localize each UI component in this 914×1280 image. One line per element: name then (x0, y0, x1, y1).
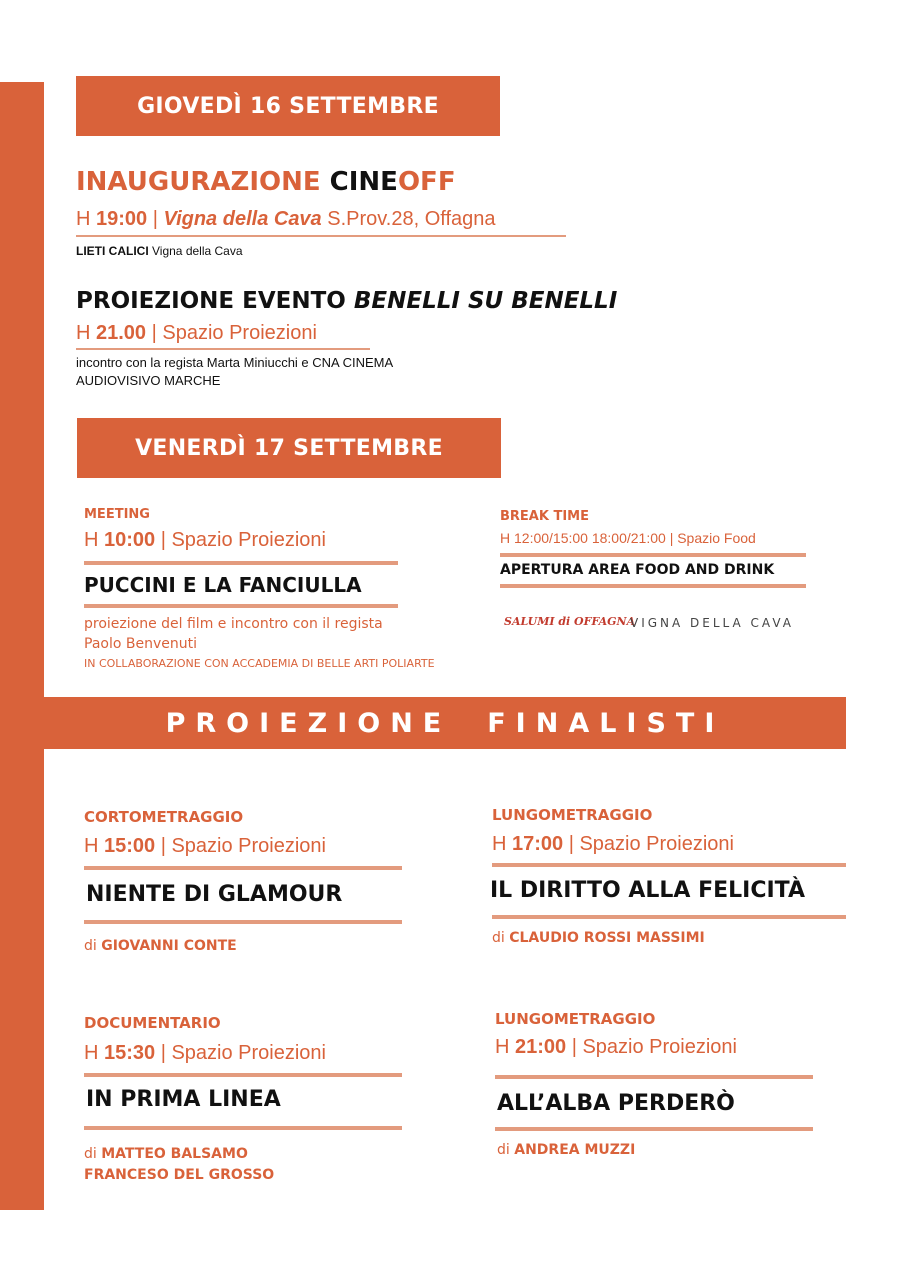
finalists-banner-word1: PROIEZIONE (165, 707, 452, 739)
proiezione-evento-label: PROIEZIONE EVENTO (76, 288, 354, 314)
finalist-4-category: LUNGOMETRAGGIO (495, 1010, 656, 1028)
finalist-1-director: GIOVANNI CONTE (101, 938, 237, 954)
meeting-category: MEETING (84, 507, 150, 522)
finalist-4-director: ANDREA MUZZI (514, 1142, 636, 1158)
finalist-1-category: CORTOMETRAGGIO (84, 808, 244, 826)
by-label: di (84, 1146, 102, 1162)
finalist-3-title: IN PRIMA LINEA (86, 1087, 281, 1112)
break-rule-bottom (500, 584, 806, 588)
day2-banner-text: VENERDÌ 17 SETTEMBRE (135, 435, 443, 461)
meeting-desc-line2: Paolo Benvenuti (84, 636, 197, 652)
separator: | (147, 208, 164, 230)
finalist-2-time-line (492, 833, 734, 856)
time-prefix: H (492, 833, 512, 855)
time-prefix: H (84, 1042, 104, 1064)
finalist-4-rule-top (495, 1075, 813, 1079)
finalist-3-rule-bottom (84, 1126, 402, 1130)
proiezione-evento-place: | Spazio Proiezioni (146, 322, 317, 344)
finalist-4-time: 21:00 (515, 1036, 567, 1058)
inauguration-rule (76, 235, 566, 237)
meeting-rule-top (84, 561, 398, 565)
proiezione-evento-desc (76, 354, 393, 390)
finalist-1-place: | Spazio Proiezioni (155, 835, 326, 857)
finalist-1-time-line (84, 835, 326, 858)
meeting-time: 10:00 (104, 529, 156, 551)
time-prefix: H (76, 208, 96, 230)
finalist-3-director-2: FRANCESO DEL GROSSO (84, 1167, 275, 1183)
finalist-3-credit (84, 1144, 274, 1186)
finalist-2-category: LUNGOMETRAGGIO (492, 806, 653, 824)
time-prefix: H (76, 322, 96, 344)
break-category: BREAK TIME (500, 509, 589, 524)
break-rule-top (500, 553, 806, 557)
left-accent-bar (0, 82, 44, 1210)
day2-banner (77, 418, 501, 478)
proiezione-evento-title (76, 288, 617, 314)
time-prefix: H (84, 835, 104, 857)
by-label: di (84, 938, 102, 954)
finalists-banner (44, 697, 846, 749)
proiezione-evento-time: 21.00 (96, 322, 147, 344)
meeting-desc (84, 614, 383, 654)
inauguration-note (76, 244, 243, 258)
salumi-offagna-logo: SALUMI di OFFAGNA (504, 615, 636, 628)
day1-banner-text: GIOVEDÌ 16 SETTEMBRE (137, 93, 439, 119)
vigna-della-cava-logo: VIGNA DELLA CAVA (630, 616, 795, 630)
finalist-2-time: 17:00 (512, 833, 564, 855)
finalist-2-director: CLAUDIO ROSSI MASSIMI (509, 930, 705, 946)
by-label: di (497, 1142, 515, 1158)
finalist-1-rule-bottom (84, 920, 402, 924)
proiezione-evento-desc-line2: AUDIOVISIVO MARCHE (76, 373, 221, 388)
benelli-film-title: BENELLI SU BENELLI (353, 288, 618, 314)
inauguration-address: S.Prov.28, Offagna (321, 208, 496, 230)
proiezione-evento-rule (76, 348, 370, 350)
finalist-3-category: DOCUMENTARIO (84, 1014, 221, 1032)
inauguration-time-line (76, 208, 496, 231)
meeting-rule-bottom (84, 604, 398, 608)
finalist-1-title: NIENTE DI GLAMOUR (86, 882, 343, 907)
finalist-3-time-line (84, 1042, 326, 1065)
meeting-collab: IN COLLABORAZIONE CON ACCADEMIA DI BELLE ARTI POLIARTE (84, 657, 435, 670)
finalist-2-place: | Spazio Proiezioni (563, 833, 734, 855)
lieti-calici-label: LIETI CALICI (76, 244, 149, 258)
time-prefix: H (84, 529, 104, 551)
inauguration-title (76, 167, 456, 197)
finalist-2-credit (492, 930, 705, 946)
break-times: H 12:00/15:00 18:00/21:00 | Spazio Food (500, 530, 756, 546)
time-prefix: H (495, 1036, 515, 1058)
inauguration-time: 19:00 (96, 208, 148, 230)
meeting-film-title: PUCCINI E LA FANCIULLA (84, 573, 362, 597)
finalist-4-time-line (495, 1036, 737, 1059)
finalist-2-title: IL DIRITTO ALLA FELICITÀ (490, 878, 805, 903)
meeting-place: | Spazio Proiezioni (155, 529, 326, 551)
proiezione-evento-time-line (76, 322, 317, 345)
finalists-banner-word2: FINALISTI (487, 707, 725, 739)
off-wordmark: OFF (397, 167, 456, 197)
cine-wordmark: CINE (329, 167, 398, 197)
inauguration-venue: Vigna della Cava (163, 208, 322, 230)
finalist-4-place: | Spazio Proiezioni (566, 1036, 737, 1058)
break-title: APERTURA AREA FOOD AND DRINK (500, 562, 775, 578)
finalist-2-rule-bottom (492, 915, 846, 919)
finalist-2-rule-top (492, 863, 846, 867)
finalist-3-place: | Spazio Proiezioni (155, 1042, 326, 1064)
finalist-4-credit (497, 1142, 635, 1158)
finalist-4-title: ALL’ALBA PERDERÒ (497, 1091, 735, 1116)
finalist-3-time: 15:30 (104, 1042, 156, 1064)
lieti-calici-venue: Vigna della Cava (148, 244, 243, 258)
by-label: di (492, 930, 510, 946)
inauguration-label: INAUGURAZIONE (76, 167, 330, 197)
day1-banner (76, 76, 500, 136)
finalist-1-rule-top (84, 866, 402, 870)
meeting-desc-line1: proiezione del film e incontro con il regista (84, 616, 383, 632)
finalist-4-rule-bottom (495, 1127, 813, 1131)
finalist-3-director: MATTEO BALSAMO (101, 1146, 248, 1162)
meeting-time-line (84, 529, 326, 552)
finalist-1-credit (84, 938, 237, 954)
finalist-3-rule-top (84, 1073, 402, 1077)
proiezione-evento-desc-line1: incontro con la regista Marta Miniucchi e CNA CINEMA (76, 355, 394, 370)
finalist-1-time: 15:00 (104, 835, 156, 857)
